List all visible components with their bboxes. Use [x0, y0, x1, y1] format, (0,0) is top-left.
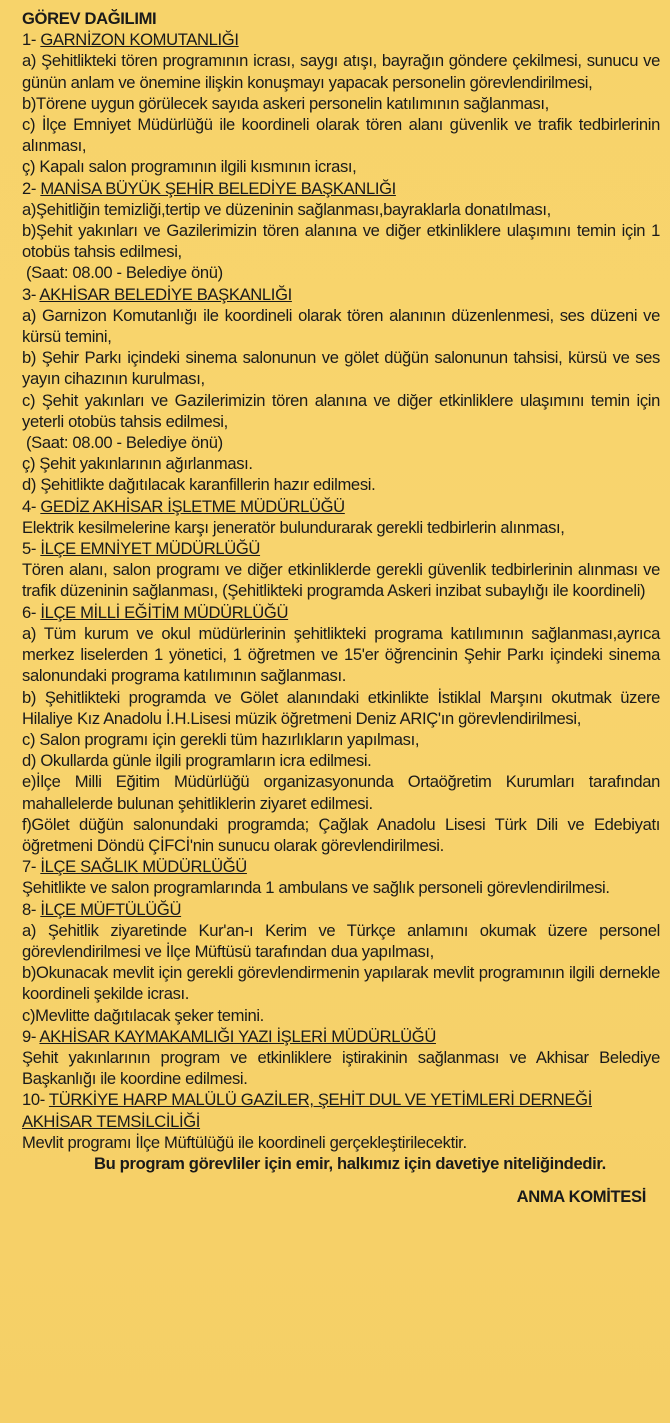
section-number: 7- [22, 857, 37, 877]
section-heading [22, 538, 660, 559]
section-heading [22, 602, 660, 623]
section-name: TÜRKİYE HARP MALÜLÜ GAZİLER, ŞEHİT DUL VE YETİMLERİ DERNEĞİ AKHİSAR TEMSİLCİLİĞİ [22, 1090, 592, 1131]
section-name: MANİSA BÜYÜK ŞEHİR BELEDİYE BAŞKANLIĞI [40, 178, 396, 198]
section-name: İLÇE MİLLİ EĞİTİM MÜDÜRLÜĞÜ [40, 602, 289, 622]
section-number: 6- [22, 602, 37, 622]
section-paragraph: Şehit yakınlarının program ve etkinliklere iştirakinin sağlanması ve Akhisar Belediye Başkanlığı ile koordine edilmesi. [22, 1047, 660, 1089]
section-heading [22, 856, 660, 877]
section-number: 10- [22, 1090, 45, 1110]
section-paragraph: (Saat: 08.00 - Belediye önü) [26, 433, 223, 453]
section-paragraph: b) Şehitlikteki programda ve Gölet alanındaki etkinlikte İstiklal Marşını okutmak üzere Hilaliye Kız Anadolu İ.H.Lisesi müzik öğretmeni Deniz ARIÇ'ın görevlendirilmesi, [22, 687, 660, 728]
section-paragraph: c) İlçe Emniyet Müdürlüğü ile koordineli olarak tören alanı güvenlik ve trafik tedbirlerinin alınması, [22, 115, 660, 156]
document-title: GÖREV DAĞILIMI [22, 9, 157, 28]
section-heading [22, 29, 660, 50]
section-paragraph: c) Salon programı için gerekli tüm hazırlıkların yapılması, [22, 729, 420, 749]
section-name: GEDİZ AKHİSAR İŞLETME MÜDÜRLÜĞÜ [40, 496, 345, 516]
closing-text: Bu program görevliler için emir, halkımız için davetiye niteliğindedir. [94, 1153, 606, 1173]
section-paragraph: Şehitlikte ve salon programlarında 1 ambulans ve sağlık personeli görevlendirilmesi. [22, 878, 610, 898]
section-number: 8- [22, 899, 37, 919]
section-paragraph: b)Şehit yakınları ve Gazilerimizin tören alanına ve diğer etkinliklere ulaşımını temin için 1 otobüs tahsis edilmesi, [22, 221, 660, 262]
section-heading [22, 178, 660, 199]
section-name: AKHİSAR KAYMAKAMLIĞI YAZI İŞLERİ MÜDÜRLÜĞÜ [39, 1026, 436, 1046]
section-number: 4- [22, 496, 37, 516]
section-name: İLÇE MÜFTÜLÜĞÜ [40, 899, 182, 919]
section-paragraph: c) Şehit yakınları ve Gazilerimizin tören alanına ve diğer etkinliklere ulaşımını temin için yeterli otobüs tahsis edilmesi, [22, 390, 660, 431]
section-name: İLÇE SAĞLIK MÜDÜRLÜĞÜ [40, 857, 247, 877]
section-number: 2- [22, 178, 37, 198]
section-number: 1- [22, 30, 37, 50]
section-paragraph: d) Şehitlikte dağıtılacak karanfillerin hazır edilmesi. [22, 475, 376, 495]
section-heading [22, 284, 660, 305]
section-name: İLÇE EMNİYET MÜDÜRLÜĞÜ [40, 539, 261, 559]
section-paragraph: a) Şehitlik ziyaretinde Kur'an-ı Kerim ve Türkçe anlamını okumak üzere personel görevlendirilmesi ve İlçe Müftüsü tarafından dua yapılması, [22, 920, 660, 961]
section-paragraph: b) Şehir Parkı içindeki sinema salonunun ve gölet düğün salonunun tahsisi, kürsü ve ses yayın cihazının kurulması, [22, 348, 660, 389]
section-name: GARNİZON KOMUTANLIĞI [40, 30, 239, 50]
section-paragraph: f)Gölet düğün salonundaki programda; Çağlak Anadolu Lisesi Türk Dili ve Edebiyatı öğretmeni Döndü ÇİFCİ'nin sunucu olarak görevlendirilmesi. [22, 814, 660, 855]
section-paragraph: a)Şehitliğin temizliği,tertip ve düzeninin sağlanması,bayraklarla donatılması, [22, 199, 551, 219]
section-paragraph: Elektrik kesilmelerine karşı jeneratör bulundurarak gerekli tedbirlerin alınması, [22, 517, 565, 537]
section-paragraph: e)İlçe Milli Eğitim Müdürlüğü organizasyonunda Ortaöğretim Kurumları tarafından mahallelerde bulunan şehitliklerin ziyaret edilmesi. [22, 772, 660, 813]
section-paragraph: a) Garnizon Komutanlığı ile koordineli olarak tören alanının düzenlenmesi, ses düzeni ve kürsü temini, [22, 305, 660, 347]
section-paragraph: d) Okullarda günle ilgili programların icra edilmesi. [22, 751, 372, 771]
section-paragraph: b)Okunacak mevlit için gerekli görevlendirmenin yapılarak mevlit programının ilgili dernekle koordineli şekilde icrası. [22, 963, 660, 1004]
section-paragraph: a) Şehitlikteki tören programının icrası, saygı atışı, bayrağın göndere çekilmesi, sunucu ve günün anlam ve önemine ilişkin konuşmayı yapacak personelin görevlendirilmesi, [22, 51, 660, 92]
section-heading [22, 899, 660, 920]
sections-container [22, 29, 660, 1153]
section-paragraph: Tören alanı, salon programı ve diğer etkinliklerde gerekli güvenlik tedbirlerinin alınması ve trafik düzeninin sağlanması, (Şehitlikteki programda Askeri inzibat subaylığı ile koordineli) [22, 560, 660, 601]
section-paragraph: ç) Kapalı salon programının ilgili kısmının icrası, [22, 157, 357, 177]
signature: ANMA KOMİTESİ [516, 1187, 646, 1207]
section-paragraph: a) Tüm kurum ve okul müdürlerinin şehitlikteki programa katılımının sağlanması,ayrıca merkez liselerden 1 yönetici, 1 öğretmen ve 15'er öğrencinin Şehir Parkı içindeki sinema salonundaki programa katılımının sağlanması. [22, 623, 660, 686]
section-paragraph: ç) Şehit yakınlarının ağırlanması. [22, 454, 253, 474]
section-heading [22, 496, 660, 517]
section-name: AKHİSAR BELEDİYE BAŞKANLIĞI [39, 284, 292, 304]
closing-statement [16, 1153, 660, 1174]
section-number: 9- [22, 1026, 37, 1046]
section-heading [22, 1089, 660, 1131]
section-paragraph: Mevlit programı İlçe Müftülüğü ile koordineli gerçekleştirilecektir. [22, 1132, 467, 1152]
section-paragraph: b)Törene uygun görülecek sayıda askeri personelin katılımının sağlanması, [22, 93, 549, 113]
section-number: 3- [22, 284, 37, 304]
section-number: 5- [22, 539, 37, 559]
section-paragraph: c)Mevlitte dağıtılacak şeker temini. [22, 1005, 264, 1025]
section-paragraph: (Saat: 08.00 - Belediye önü) [26, 263, 223, 283]
section-heading [22, 1026, 660, 1047]
